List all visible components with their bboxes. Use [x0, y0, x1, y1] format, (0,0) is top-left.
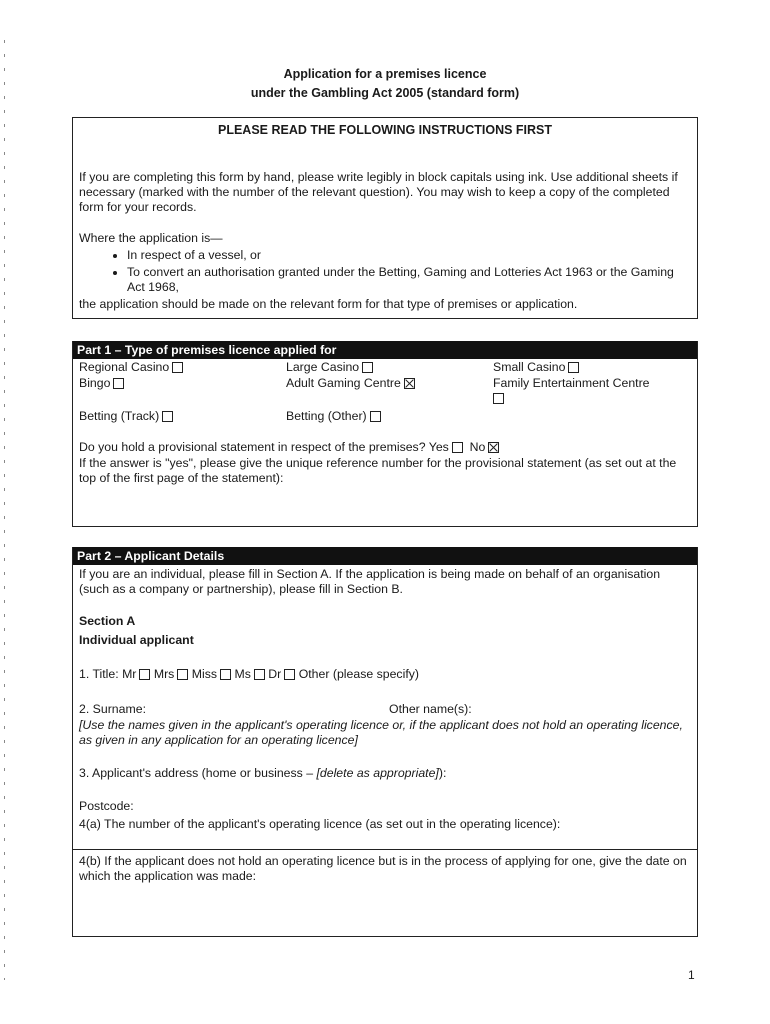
page-number: 1: [688, 968, 695, 982]
question-divider: [73, 849, 697, 850]
reference-number-question: If the answer is "yes", please give the unique reference number for the provisional statement (as set out at the top of the first page of the statement):: [79, 456, 677, 485]
option-label: Betting (Other): [286, 409, 367, 423]
name-instruction-note: [Use the names given in the applicant's operating licence or, if the applicant does not hold an operating licence, as given in any application for an operating licence]: [79, 718, 683, 747]
title-miss-label: Miss: [191, 667, 218, 681]
operating-licence-number-question: 4(a) The number of the applicant's operating licence (as set out in the operating licence):: [79, 817, 561, 831]
title-miss-checkbox[interactable]: [220, 669, 231, 680]
option-label: Adult Gaming Centre: [286, 376, 401, 390]
title-line-1: Application for a premises licence: [283, 67, 487, 81]
postcode-label: Postcode:: [79, 799, 134, 813]
provisional-question: Do you hold a provisional statement in respect of the premises? Yes No: [79, 440, 691, 455]
option-label: Large Casino: [286, 360, 360, 374]
section-a-heading: Section A: [79, 614, 136, 628]
premises-type-row-2: [79, 376, 691, 406]
other-names-label: Other name(s):: [389, 702, 472, 716]
title-mrs-label: Mrs: [153, 667, 175, 681]
title-other-label: Other (please specify): [298, 667, 419, 681]
family-entertainment-centre-checkbox[interactable]: [493, 393, 504, 404]
betting-track-checkbox[interactable]: [162, 411, 173, 422]
instructions-paragraph-1: If you are completing this form by hand, please write legibly in block capitals using ink. Use additional sheets if necessary (marked with the number of the relevant question). You may wish to keep a copy of the completed form for your records.: [79, 170, 678, 214]
instructions-paragraph-2: Where the application is—: [79, 231, 223, 245]
title-question: 1. Title: Mr Mrs Miss Ms Dr Other (please specify): [79, 667, 419, 681]
title-line-2: under the Gambling Act 2005 (standard form): [250, 86, 520, 100]
title-dr-label: Dr: [268, 667, 282, 681]
provisional-no-checkbox[interactable]: [488, 442, 499, 453]
part2-section: [72, 547, 698, 937]
large-casino-checkbox[interactable]: [362, 362, 373, 373]
title-mr-checkbox[interactable]: [139, 669, 150, 680]
premises-type-row-1: [79, 360, 691, 375]
operating-licence-application-date-question: 4(b) If the applicant does not hold an operating licence but is in the process of applying for one, give the date on which the application was made:: [79, 854, 687, 883]
scan-edge-marks: [4, 40, 5, 980]
instructions-bullet: • To convert an authorisation granted under the Betting, Gaming and Lotteries Act 1963 or the Gaming Act 1968,: [127, 265, 691, 295]
title-mr-label: Mr: [122, 667, 137, 681]
option-label: Family Entertainment Centre: [493, 376, 650, 390]
title-ms-label: Ms: [234, 667, 251, 681]
individual-applicant-heading: Individual applicant: [79, 633, 194, 647]
part1-section: [72, 341, 698, 527]
yes-label: Yes: [428, 440, 449, 454]
form-title: [0, 65, 770, 103]
adult-gaming-centre-checkbox[interactable]: [404, 378, 415, 389]
title-mrs-checkbox[interactable]: [177, 669, 188, 680]
instructions-closing: the application should be made on the relevant form for that type of premises or application.: [79, 297, 578, 311]
bingo-checkbox[interactable]: [113, 378, 124, 389]
no-label: No: [469, 440, 486, 454]
instructions-box: [72, 117, 698, 319]
instructions-bullet: • In respect of a vessel, or: [127, 248, 691, 263]
small-casino-checkbox[interactable]: [568, 362, 579, 373]
address-question: 3. Applicant's address (home or business – [delete as appropriate]):: [79, 766, 447, 780]
part2-header: Part 2 – Applicant Details: [73, 547, 697, 565]
option-label: Small Casino: [493, 360, 566, 374]
title-dr-checkbox[interactable]: [284, 669, 295, 680]
surname-label: 2. Surname:: [79, 702, 146, 716]
option-label: Regional Casino: [79, 360, 170, 374]
part2-intro: If you are an individual, please fill in Section A. If the application is being made on behalf of an organisation (such as a company or partnership), please fill in Section B.: [79, 567, 661, 596]
option-label: Bingo: [79, 376, 111, 390]
part1-header: Part 1 – Type of premises licence applied for: [73, 341, 697, 359]
title-ms-checkbox[interactable]: [254, 669, 265, 680]
instructions-bullet-list: [79, 248, 691, 295]
instructions-title: PLEASE READ THE FOLLOWING INSTRUCTIONS FIRST: [217, 123, 553, 137]
option-label: Betting (Track): [79, 409, 160, 423]
betting-other-checkbox[interactable]: [370, 411, 381, 422]
provisional-yes-checkbox[interactable]: [452, 442, 463, 453]
premises-type-row-3: [79, 409, 691, 424]
regional-casino-checkbox[interactable]: [172, 362, 183, 373]
name-row: [79, 702, 691, 717]
